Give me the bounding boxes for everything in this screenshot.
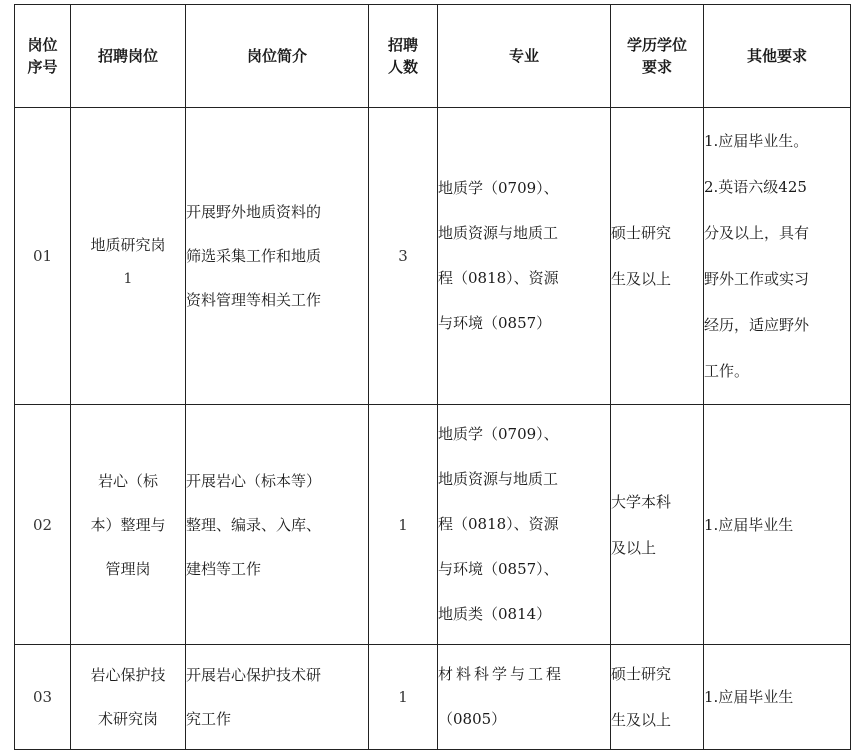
- table-row: [15, 108, 851, 405]
- row-seq: 02: [15, 405, 71, 645]
- other-line: 工作。: [704, 362, 750, 380]
- other-line: 经历，适应野外: [704, 316, 810, 334]
- header-count: [369, 5, 438, 108]
- row-other: [704, 405, 851, 645]
- major-line: 与环境（0857）、: [438, 560, 559, 578]
- table-row: [15, 645, 851, 750]
- major-line: 地质学（0709）、: [438, 179, 559, 197]
- other-line: 1.应届毕业生: [704, 688, 794, 706]
- header-other-line: 其他要求: [746, 47, 807, 65]
- row-intro: [186, 108, 369, 405]
- degree-line: 硕士研究: [611, 224, 672, 242]
- degree-line: 生及以上: [611, 270, 672, 288]
- intro-line: 究工作: [186, 710, 232, 728]
- header-seq-line: 岗位: [27, 36, 58, 54]
- position-line: 岩心（标: [97, 471, 158, 490]
- intro-line: 开展岩心保护技术研: [186, 666, 322, 684]
- header-degree-line: 学历学位: [626, 36, 687, 54]
- header-major-line: 专业: [508, 47, 539, 65]
- row-count: 1: [369, 645, 438, 750]
- header-major: [438, 5, 611, 108]
- header-seq-line: 序号: [27, 58, 58, 76]
- header-degree-line: 要求: [641, 58, 672, 76]
- other-line: 野外工作或实习: [704, 270, 810, 288]
- row-seq: 01: [15, 108, 71, 405]
- major-line: （0805）: [438, 710, 507, 728]
- row-intro: [186, 405, 369, 645]
- row-position: [71, 108, 186, 405]
- major-line: 材料科学与工程: [438, 665, 565, 683]
- position-line: 管理岗: [105, 559, 151, 578]
- header-intro: [186, 5, 369, 108]
- intro-line: 资料管理等相关工作: [186, 291, 322, 309]
- position-line: 地质研究岗: [90, 236, 166, 254]
- position-line: 本）整理与: [90, 515, 166, 534]
- intro-line: 整理、编录、入库、: [186, 515, 322, 534]
- other-line: 2.英语六级425: [704, 178, 807, 196]
- header-row: [15, 5, 851, 108]
- header-intro-line: 岗位简介: [246, 47, 307, 65]
- major-line: 程（0818）、资源: [438, 515, 559, 533]
- major-line: 地质资源与地质工: [438, 224, 559, 242]
- position-line: 术研究岗: [97, 710, 158, 728]
- major-line: 程（0818）、资源: [438, 269, 559, 287]
- table-row: [15, 405, 851, 645]
- degree-line: 硕士研究: [611, 665, 672, 683]
- header-position: [71, 5, 186, 108]
- row-other: [704, 108, 851, 405]
- row-degree: [611, 405, 704, 645]
- header-seq: [15, 5, 71, 108]
- header-count-line: 招聘: [387, 36, 418, 54]
- degree-line: 及以上: [611, 538, 657, 557]
- row-major: [438, 108, 611, 405]
- major-line: 地质学（0709）、: [438, 425, 559, 443]
- intro-line: 筛选采集工作和地质: [186, 247, 322, 265]
- major-line: 地质类（0814）: [438, 605, 552, 623]
- row-major: [438, 645, 611, 750]
- row-seq: 03: [15, 645, 71, 750]
- row-degree: [611, 645, 704, 750]
- other-line: 1.应届毕业生: [704, 515, 794, 534]
- major-line: 与环境（0857）: [438, 314, 552, 332]
- row-degree: [611, 108, 704, 405]
- position-line: 1: [123, 271, 133, 287]
- other-line: 分及以上，具有: [704, 224, 810, 242]
- recruitment-table: [14, 4, 851, 750]
- position-line: 岩心保护技: [90, 666, 166, 684]
- row-position: [71, 645, 186, 750]
- row-position: [71, 405, 186, 645]
- row-major: [438, 405, 611, 645]
- header-count-line: 人数: [387, 58, 418, 76]
- intro-line: 建档等工作: [186, 559, 262, 578]
- row-count: 3: [369, 108, 438, 405]
- major-line: 地质资源与地质工: [438, 470, 559, 488]
- header-other: [704, 5, 851, 108]
- degree-line: 生及以上: [611, 711, 672, 729]
- row-intro: [186, 645, 369, 750]
- header-degree: [611, 5, 704, 108]
- intro-line: 开展岩心（标本等）: [186, 471, 322, 490]
- other-line: 1.应届毕业生。: [704, 132, 809, 150]
- intro-line: 开展野外地质资料的: [186, 203, 322, 221]
- row-count: 1: [369, 405, 438, 645]
- header-position-line: 招聘岗位: [97, 47, 158, 65]
- row-other: [704, 645, 851, 750]
- degree-line: 大学本科: [611, 492, 672, 511]
